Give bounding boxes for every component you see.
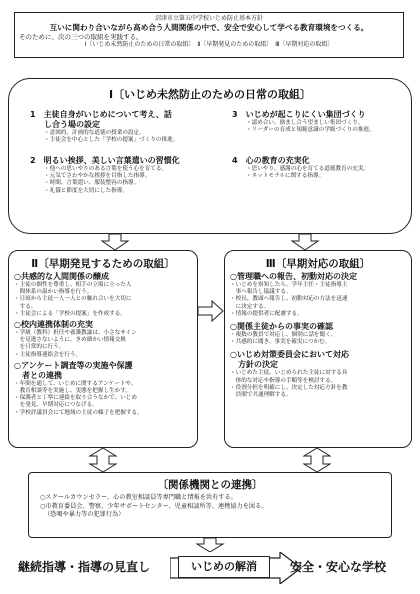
footer-right: 安全・安心な学校: [290, 560, 387, 574]
item-heading: いじめが起こりにくい集団づくり: [245, 110, 366, 119]
response-line: 事へ報告し協議する。: [230, 289, 292, 296]
item-sub: ・時間、言葉遣い、服装整容の指導。: [44, 180, 140, 187]
detection-line: ・保護者と丁寧に連絡を取り合うなかで、いじめ: [14, 395, 137, 402]
response-line: ・複数の教員で対応し、個別に話を聞く。: [230, 332, 337, 339]
detection-heading: ○アンケート調査等の実施や保護: [14, 360, 133, 370]
agencies-content: [40, 494, 385, 520]
item-heading-cont: し合う場の設定: [44, 120, 100, 129]
detection-line: を発見、早期対応につなげる。: [14, 402, 98, 409]
response-line: ・役割分担を明確にし、決定した対応方針を教: [230, 384, 348, 391]
down-arrow-footer-icon: [195, 538, 225, 552]
item-sub: ・礼儀と節度を大切にした指導。: [44, 187, 128, 194]
detection-heading: ○共感的な人間関係の醸成: [14, 272, 109, 281]
item-sub: ・意図的、計画的な道徳の授業の設定。: [44, 130, 145, 136]
response-line: ・いじめた主徒、いじめられた主徒に対する具: [230, 370, 348, 377]
response-line: 員間で共通理解する。: [230, 392, 292, 399]
item-heading: 心の教育の充実化: [245, 156, 310, 165]
school-policy-title: 沼津市立第五中学校いじめ防止基本方針: [154, 15, 263, 22]
response-line: に決定する。: [230, 303, 270, 310]
detection-line: を見逃さないように、きめ細かい情報交換: [14, 337, 126, 344]
item-heading: 主徒自身がいじめについて考え、話: [43, 110, 172, 119]
footer-left: 継続指導・指導の見直し: [18, 560, 151, 574]
prevention-item-4: [232, 156, 407, 180]
early-response-content: [230, 272, 408, 399]
item-sub: ・元気でさわやかな挨拶を目指した指導。: [44, 173, 151, 180]
item-sub: ・認め合い、励まし合う望ましい集団づくり。: [246, 120, 364, 126]
detection-line: ・主徒指導連絡会を行う。: [14, 351, 82, 358]
item-sub: ・リーダーの育成と規範意識の学級づくりの推進。: [246, 127, 375, 134]
item-sub: ・主徒会を中心とした「学校の提案」づくりの推進。: [44, 137, 179, 144]
detection-heading: ○校内連携体制の充実: [14, 320, 93, 330]
early-response-title: Ⅲ〔早期対応の取組〕: [265, 258, 371, 270]
detection-line: ・学級（教科）担任や養護教諭は、小さなサイン: [14, 330, 137, 337]
response-heading-cont: 方針の決定: [230, 360, 278, 370]
detection-line: ・学校評議員会にて地域の主徒の様子を把握する。: [14, 409, 143, 416]
policy-header: [14, 12, 404, 58]
response-line: ・情報の提供者に配慮する。: [230, 310, 303, 317]
item-number: 4: [232, 156, 238, 165]
prevention-item-1: [30, 110, 220, 144]
item-number: 2: [30, 156, 36, 165]
response-line: ・共感的に聞き、事実を確実につかむ。: [230, 339, 331, 346]
response-heading: ○管理職への報告、初動対応の決定: [230, 272, 357, 281]
footer-middle: [178, 556, 270, 578]
prevention-title: Ⅰ〔いじめ未然防止のための日常の取組〕: [108, 88, 312, 101]
policy-intro: そのために、次の三つの取組を実践する。: [19, 33, 143, 41]
down-arrow-right-icon: [290, 234, 320, 250]
item-number: 3: [232, 110, 238, 119]
agencies-title: 〔関係機関との連携〕: [157, 479, 263, 491]
item-sub: ・思いやり、感謝の心を育てる道徳教育の充実。: [246, 166, 370, 172]
item-sub: ・他への思いやりのある言葉を使う心を育てる。: [44, 166, 168, 172]
agency-line: （恐喝や暴力等の犯罪行為）: [44, 511, 125, 518]
response-heading: ○いじめ対策委員会において対応: [230, 350, 349, 360]
detection-line: 間体系の温かい指導を行う。: [14, 289, 93, 296]
item-heading: 明るい挨拶、美しい言葉遣いの習慣化: [43, 156, 180, 165]
response-line: ・校長、教頭へ報告し、初動対応の方法を迅速: [230, 296, 348, 303]
detection-line: ・主徒会による「学校の提案」を作成する。: [14, 310, 126, 317]
response-heading: ○関係主徒からの事実の確認: [230, 322, 333, 332]
item-sub: ・ネットモラルに関する指導。: [246, 173, 325, 180]
early-detection-content: [14, 272, 194, 417]
policy-pillars: Ⅰ〔いじめ未然防止のための日常の取組〕 Ⅱ〔早期発見のための取組〕 Ⅲ〔早期対応の取組〕: [84, 41, 334, 48]
early-detection-title: Ⅱ〔早期発見するための取組〕: [31, 258, 175, 270]
policy-goal: 互いに関わり合いながら高め合う人間関係の中で、安全で安心して学べる教育環境をつくる。: [49, 23, 369, 32]
response-line: ・いじめを察知したら、学年主任・主徒指導主: [230, 282, 348, 288]
footer-middle-label: いじめの解消: [191, 560, 257, 573]
double-arrow-left-icon: [88, 448, 118, 472]
double-arrow-right-icon: [302, 448, 332, 472]
detection-line: する。: [14, 303, 37, 310]
response-line: 体的な対応や指導の手順等を検討する。: [230, 377, 337, 384]
detection-line: ・主徒の個性を尊重し、相手の立場に立った人: [14, 282, 132, 288]
agency-line: ○市教育委員会、警察、少年サポートセンター、児童相談所等、連携協力を図る。: [40, 502, 268, 510]
detection-line: ・年間を通して、いじめに関するアンケートや、: [14, 380, 137, 387]
detection-line: ・日頃から主徒一人一人との触れ合いを大切に: [14, 296, 132, 303]
right-arrow-icon: [198, 300, 224, 322]
detection-line: を日常的に行う。: [14, 344, 65, 351]
detection-line: 教育相談等を実施し、実態を把握し生かす。: [14, 388, 132, 395]
agency-line: ○スクールカウンセラー、心の教室相談員等専門職と情報を共有する。: [40, 494, 237, 501]
item-number: 1: [30, 110, 36, 119]
down-arrow-left-icon: [100, 234, 130, 250]
detection-heading-cont: 者との連携: [14, 370, 62, 380]
prevention-item-2: [30, 156, 220, 195]
prevention-item-3: [232, 110, 407, 134]
